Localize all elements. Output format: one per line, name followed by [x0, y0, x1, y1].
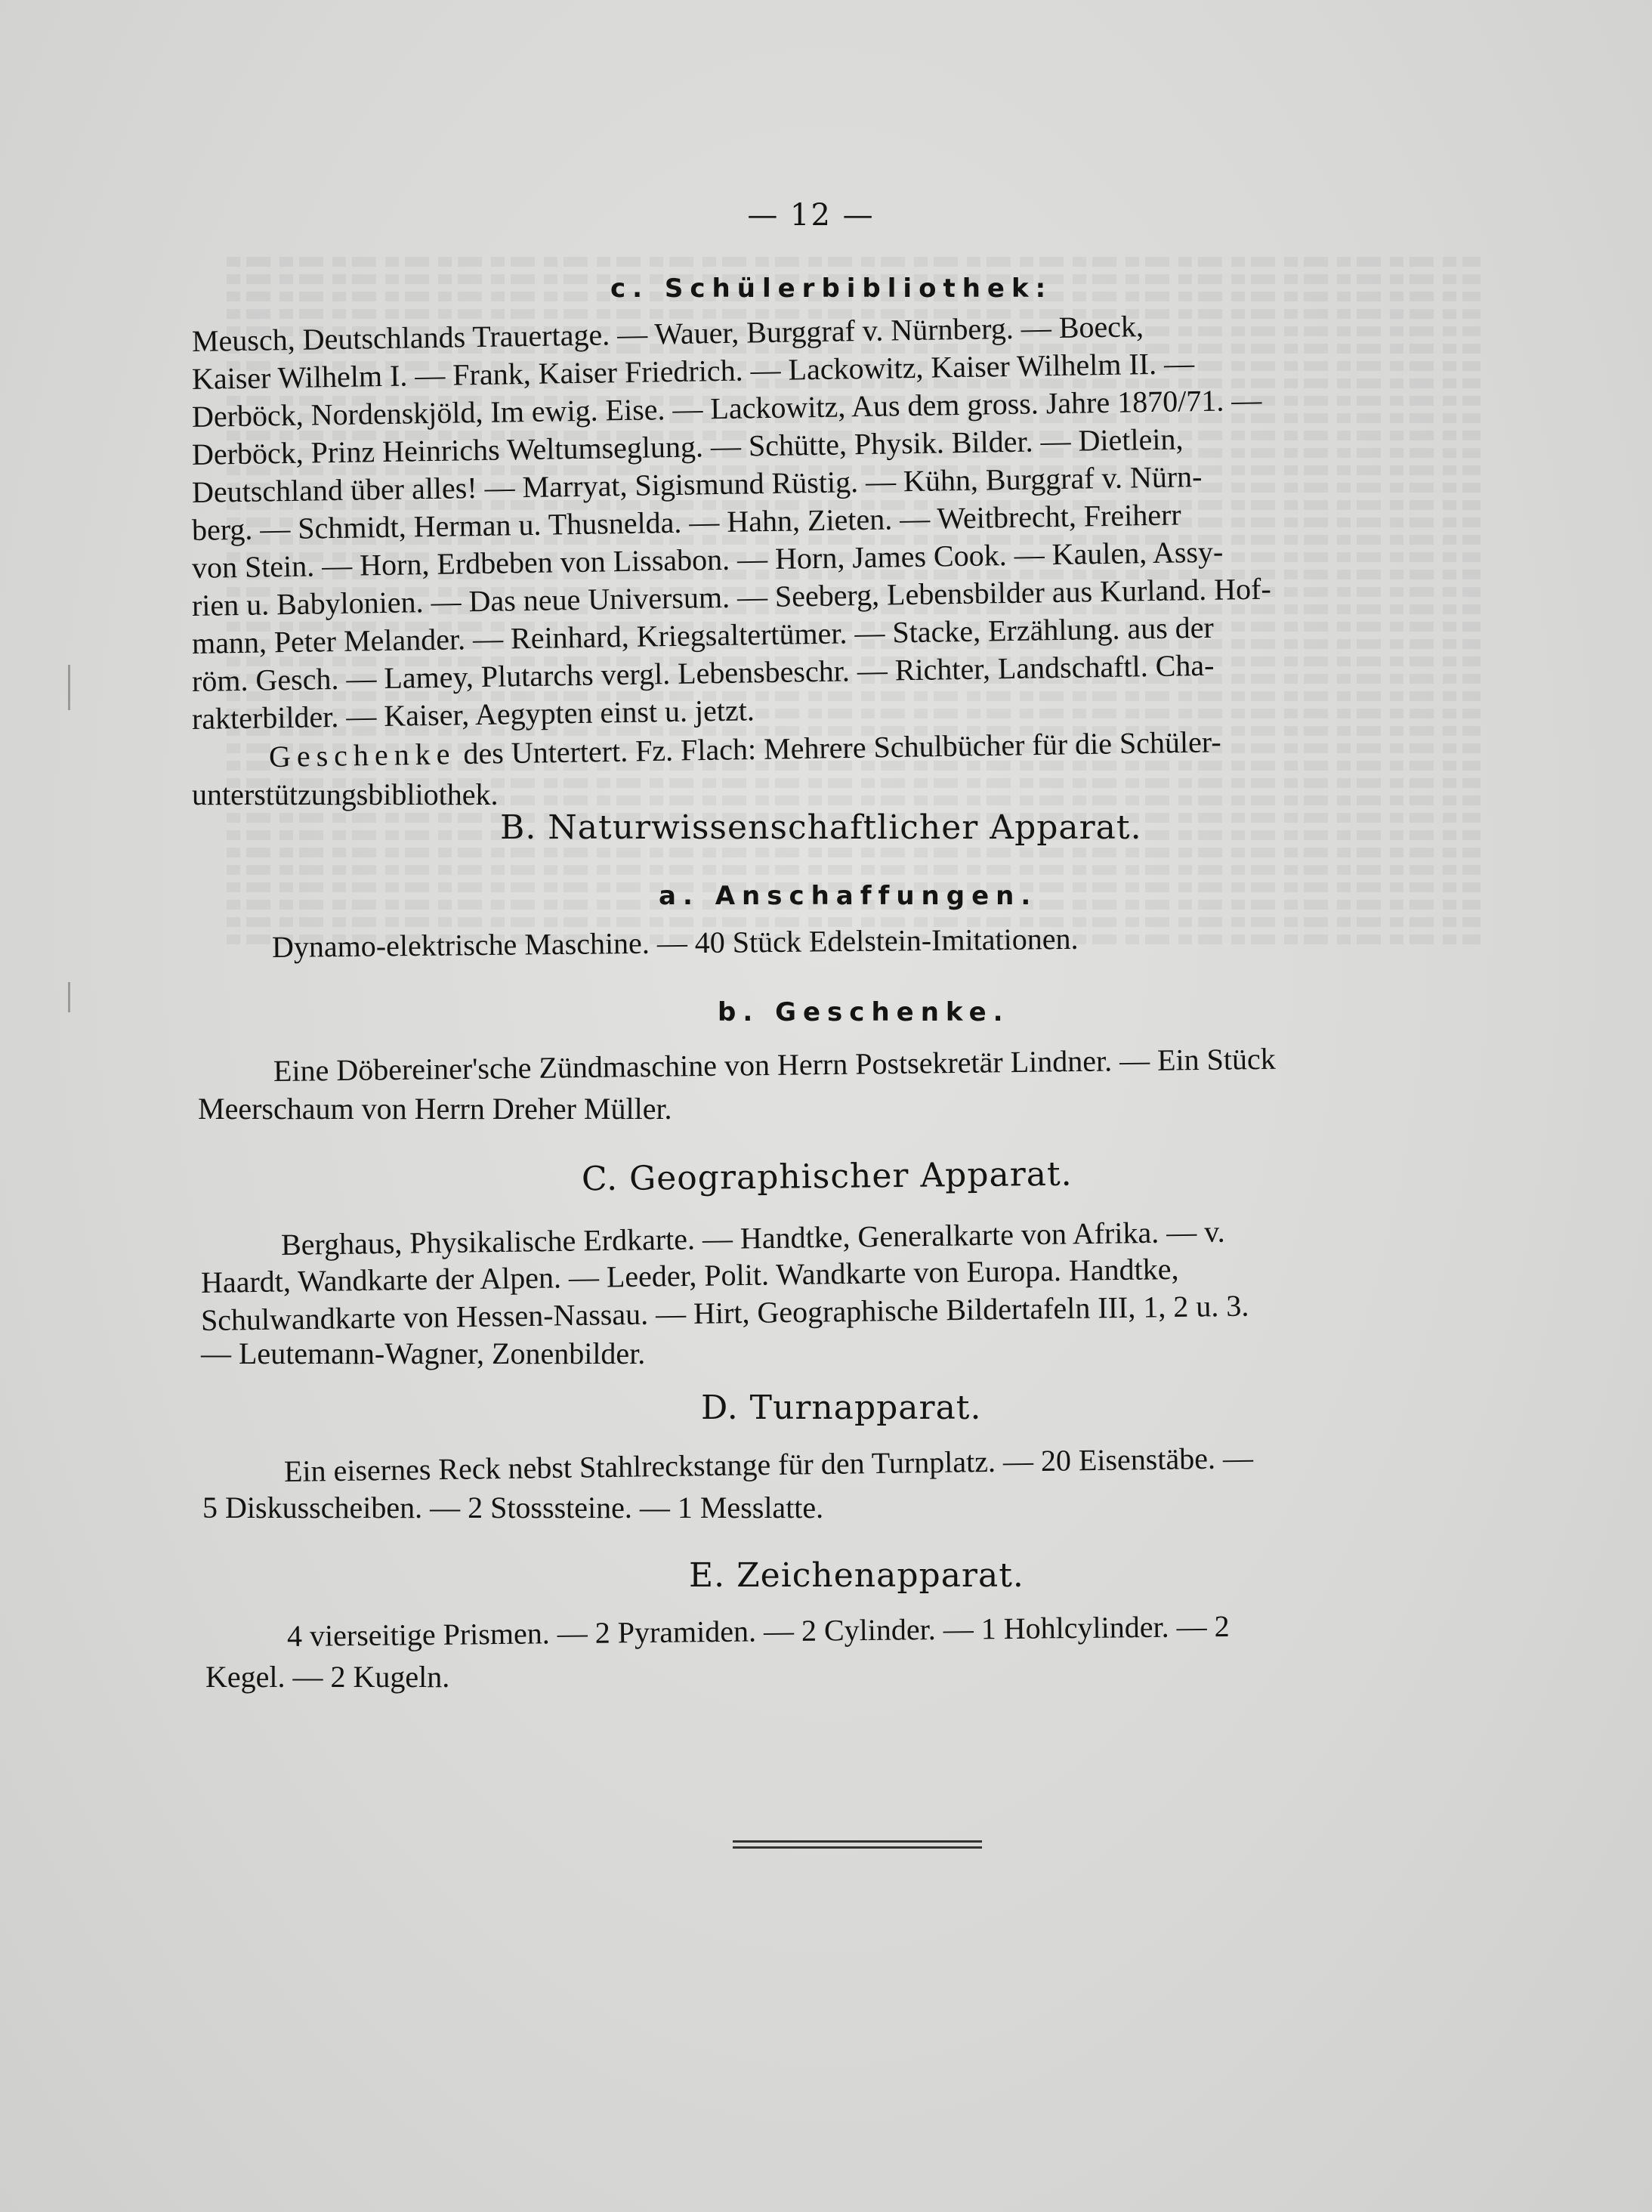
text-line: Dynamo-elektrische Maschine. — 40 Stück Edelstein-Imitationen. — [271, 921, 1079, 964]
text-line: Meerschaum von Herrn Dreher Müller. — [198, 1092, 672, 1126]
closing-rule — [733, 1846, 982, 1849]
heading-zeichenapparat: E. Zeichenapparat. — [689, 1556, 1024, 1595]
text-line: Derböck, Prinz Heinrichs Weltumseglung. — Schütte, Physik. Bilder. — Dietlein, — [191, 422, 1184, 471]
margin-speck — [68, 982, 70, 1012]
heading-anschaffungen: a. Anschaffungen. — [659, 881, 1038, 911]
text-line: berg. — Schmidt, Herman u. Thusnelda. — Hahn, Zieten. — Weitbrecht, Freiherr — [191, 497, 1182, 547]
text-line: — Leutemann-Wagner, Zonenbilder. — [201, 1336, 646, 1370]
text-line: Kaiser Wilhelm I. — Frank, Kaiser Friedrich. — Lackowitz, Kaiser Wilhelm II. — — [191, 346, 1195, 396]
text-line: von Stein. — Horn, Erdbeben von Lissabon. — Horn, James Cook. — Kaulen, Assy- — [191, 534, 1224, 585]
heading-naturwissenschaftlicher-apparat: B. Naturwissenschaftlicher Apparat. — [500, 808, 1142, 847]
page-number: — 12 — — [747, 198, 875, 233]
text-line: 4 vierseitige Prismen. — 2 Pyramiden. — 2 Cylinder. — 1 Hohlcylinder. — 2 — [286, 1608, 1230, 1653]
text-line: rakterbilder. — Kaiser, Aegypten einst u. jetzt. — [191, 693, 755, 736]
text-line: röm. Gesch. — Lamey, Plutarchs vergl. Lebensbeschr. — Richter, Landschaftl. Cha- — [191, 647, 1215, 698]
closing-rule — [733, 1840, 982, 1843]
text-line: Kegel. — 2 Kugeln. — [205, 1660, 450, 1694]
text-line: 5 Diskusscheiben. — 2 Stosssteine. — 1 Messlatte. — [202, 1491, 824, 1525]
text-line: Ein eisernes Reck nebst Stahlreckstange für den Turnplatz. — 20 Eisenstäbe. — — [283, 1441, 1254, 1488]
text-line: mann, Peter Melander. — Reinhard, Kriegsaltertümer. — Stacke, Erzählung. aus der — [191, 610, 1215, 660]
heading-turnapparat: D. Turnapparat. — [701, 1389, 982, 1427]
heading-schuelerbibliothek: c. Schülerbibliothek: — [610, 273, 1053, 304]
text-line: Meusch, Deutschlands Trauertage. — Wauer, Burggraf v. Nürnberg. — Boeck, — [191, 309, 1144, 358]
heading-geschenke: b. Geschenke. — [718, 997, 1010, 1027]
gift-text: des Untertert. Fz. Flach: Mehrere Schulbücher für die Schüler- — [455, 724, 1221, 771]
text-line: Berghaus, Physikalische Erdkarte. — Handtke, Generalkarte von Afrika. — v. — [280, 1214, 1225, 1262]
gift-label: Geschenke — [268, 737, 456, 774]
margin-speck — [68, 665, 70, 710]
text-line: unterstützungsbibliothek. — [192, 777, 499, 811]
heading-geographischer-apparat: C. Geographischer Apparat. — [581, 1154, 1073, 1199]
text-line: Deutschland über alles! — Marryat, Sigismund Rüstig. — Kühn, Burggraf v. Nürn- — [191, 459, 1203, 509]
text-line: rien u. Babylonien. — Das neue Universum. — Seeberg, Lebensbilder aus Kurland. Hof- — [191, 571, 1272, 623]
text-line: Haardt, Wandkarte der Alpen. — Leeder, Polit. Wandkarte von Europa. Handtke, — [200, 1251, 1179, 1299]
text-line: Derböck, Nordenskjöld, Im ewig. Eise. — Lackowitz, Aus dem gross. Jahre 1870/71. — — [191, 382, 1262, 434]
text-line: Eine Döbereiner'sche Zündmaschine von Herrn Postsekretär Lindner. — Ein Stück — [273, 1041, 1277, 1088]
text-line: Schulwandkarte von Hessen-Nassau. — Hirt, Geographische Bildertafeln III, 1, 2 u. 3. — [200, 1288, 1249, 1337]
